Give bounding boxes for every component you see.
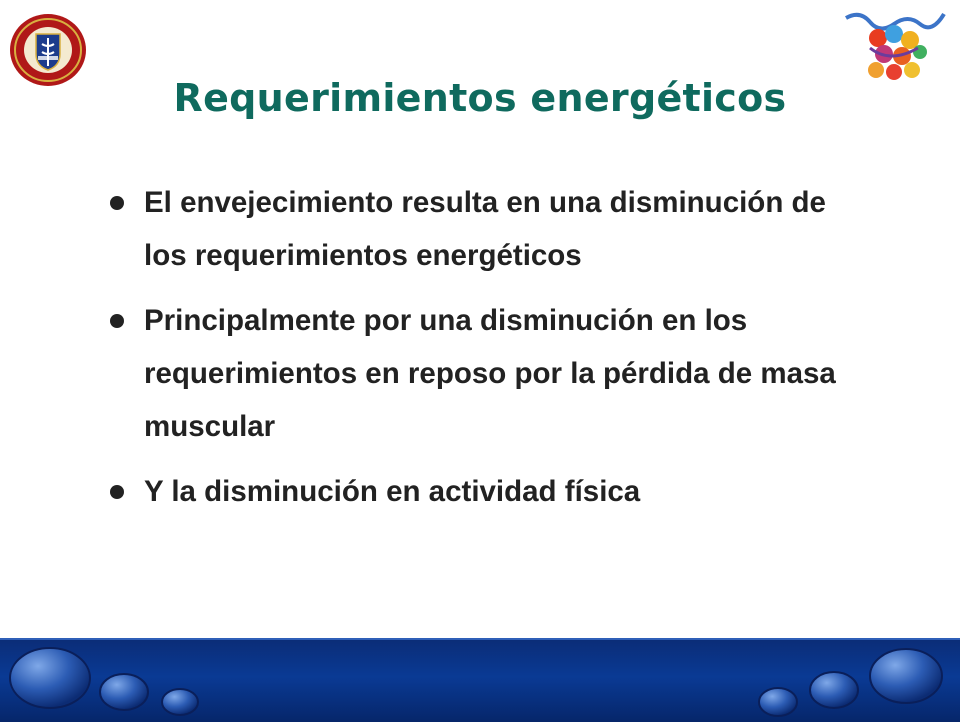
bullet-text: Principalmente por una disminución en los requerimientos en reposo por la pérdida de masa muscular <box>144 304 836 443</box>
list-item <box>104 176 864 282</box>
bullet-dot-icon <box>110 314 124 328</box>
footer-band <box>0 638 960 722</box>
bullet-text: El envejecimiento resulta en una disminución de los requerimientos energéticos <box>144 186 826 272</box>
slide-title: Requerimientos energéticos <box>173 76 787 120</box>
list-item <box>104 294 864 453</box>
bullet-dot-icon <box>110 485 124 499</box>
bubbles-decoration-icon <box>0 640 960 722</box>
bullet-list <box>104 176 864 530</box>
bullet-text: Y la disminución en actividad física <box>144 475 641 508</box>
list-item <box>104 465 864 518</box>
bullet-dot-icon <box>110 196 124 210</box>
molecule-logo-icon <box>840 8 948 84</box>
